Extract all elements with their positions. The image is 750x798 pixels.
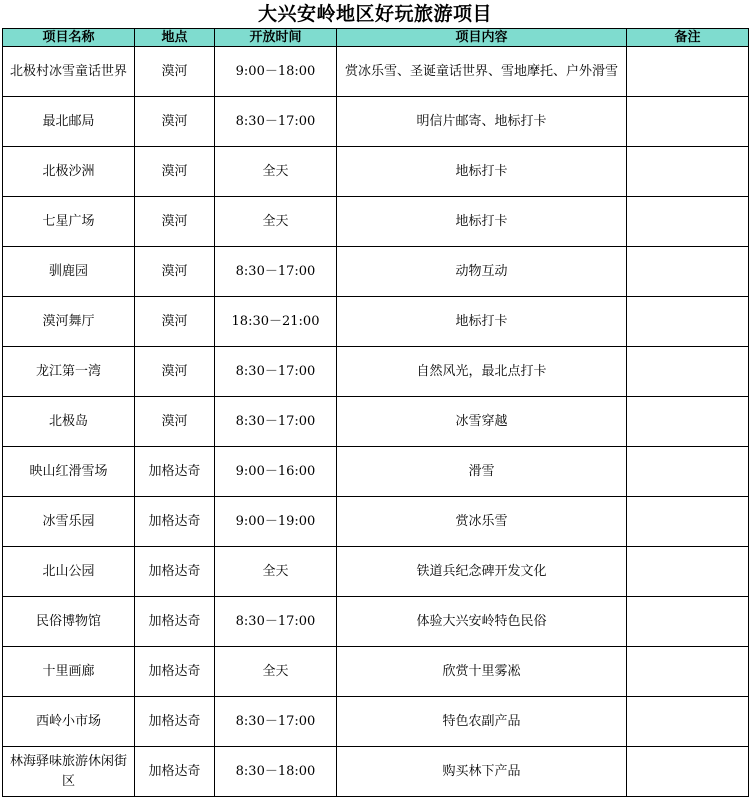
cell-hours[interactable]: 全天 — [215, 647, 337, 697]
attractions-table — [2, 28, 749, 797]
cell-content[interactable]: 赏冰乐雪、圣诞童话世界、雪地摩托、户外滑雪 — [337, 47, 627, 97]
cell-name[interactable]: 北极沙洲 — [3, 147, 135, 197]
table-row — [3, 147, 749, 197]
cell-remarks[interactable] — [627, 647, 749, 697]
cell-hours[interactable]: 8:30－17:00 — [215, 347, 337, 397]
cell-hours[interactable]: 8:30－18:00 — [215, 747, 337, 797]
header-hours[interactable]: 开放时间 — [215, 29, 337, 47]
cell-content[interactable]: 冰雪穿越 — [337, 397, 627, 447]
cell-hours[interactable]: 8:30－17:00 — [215, 697, 337, 747]
cell-name[interactable]: 漠河舞厅 — [3, 297, 135, 347]
cell-hours[interactable]: 全天 — [215, 147, 337, 197]
table-row — [3, 47, 749, 97]
cell-name[interactable]: 最北邮局 — [3, 97, 135, 147]
cell-location[interactable]: 漠河 — [135, 147, 215, 197]
cell-location[interactable]: 加格达奇 — [135, 697, 215, 747]
cell-content[interactable]: 地标打卡 — [337, 297, 627, 347]
table-header-row — [3, 29, 749, 47]
header-location[interactable]: 地点 — [135, 29, 215, 47]
cell-location[interactable]: 加格达奇 — [135, 647, 215, 697]
cell-location[interactable]: 漠河 — [135, 297, 215, 347]
cell-remarks[interactable] — [627, 147, 749, 197]
cell-remarks[interactable] — [627, 47, 749, 97]
table-row — [3, 197, 749, 247]
cell-name[interactable]: 冰雪乐园 — [3, 497, 135, 547]
cell-name[interactable]: 林海驿味旅游休闲街区 — [3, 747, 135, 797]
cell-content[interactable]: 铁道兵纪念碑开发文化 — [337, 547, 627, 597]
cell-content[interactable]: 体验大兴安岭特色民俗 — [337, 597, 627, 647]
cell-name[interactable]: 北极岛 — [3, 397, 135, 447]
cell-content[interactable]: 欣赏十里雾凇 — [337, 647, 627, 697]
cell-location[interactable]: 加格达奇 — [135, 447, 215, 497]
cell-location[interactable]: 加格达奇 — [135, 747, 215, 797]
table-row — [3, 97, 749, 147]
cell-name[interactable]: 驯鹿园 — [3, 247, 135, 297]
page-title: 大兴安岭地区好玩旅游项目 — [257, 3, 492, 25]
cell-name[interactable]: 西岭小市场 — [3, 697, 135, 747]
cell-content[interactable]: 购买林下产品 — [337, 747, 627, 797]
cell-hours[interactable]: 全天 — [215, 547, 337, 597]
table-row — [3, 497, 749, 547]
cell-location[interactable]: 漠河 — [135, 397, 215, 447]
cell-remarks[interactable] — [627, 347, 749, 397]
table-body — [3, 47, 749, 797]
table-row — [3, 747, 749, 797]
cell-hours[interactable]: 8:30－17:00 — [215, 397, 337, 447]
table-row — [3, 647, 749, 697]
cell-remarks[interactable] — [627, 397, 749, 447]
cell-location[interactable]: 漠河 — [135, 247, 215, 297]
table-row — [3, 697, 749, 747]
cell-location[interactable]: 漠河 — [135, 47, 215, 97]
cell-remarks[interactable] — [627, 197, 749, 247]
cell-remarks[interactable] — [627, 97, 749, 147]
cell-content[interactable]: 赏冰乐雪 — [337, 497, 627, 547]
cell-content[interactable]: 自然风光，最北点打卡 — [337, 347, 627, 397]
header-content[interactable]: 项目内容 — [337, 29, 627, 47]
table-row — [3, 447, 749, 497]
cell-hours[interactable]: 18:30－21:00 — [215, 297, 337, 347]
cell-content[interactable]: 地标打卡 — [337, 197, 627, 247]
cell-remarks[interactable] — [627, 597, 749, 647]
cell-remarks[interactable] — [627, 297, 749, 347]
cell-name[interactable]: 北极村冰雪童话世界 — [3, 47, 135, 97]
cell-remarks[interactable] — [627, 497, 749, 547]
table-row — [3, 247, 749, 297]
table-row — [3, 597, 749, 647]
cell-location[interactable]: 加格达奇 — [135, 497, 215, 547]
cell-location[interactable]: 漠河 — [135, 347, 215, 397]
cell-name[interactable]: 七星广场 — [3, 197, 135, 247]
cell-location[interactable]: 漠河 — [135, 97, 215, 147]
cell-remarks[interactable] — [627, 747, 749, 797]
cell-hours[interactable]: 9:00－16:00 — [215, 447, 337, 497]
cell-hours[interactable]: 9:00－18:00 — [215, 47, 337, 97]
cell-location[interactable]: 加格达奇 — [135, 547, 215, 597]
table-row — [3, 397, 749, 447]
cell-name[interactable]: 映山红滑雪场 — [3, 447, 135, 497]
cell-hours[interactable]: 全天 — [215, 197, 337, 247]
cell-location[interactable]: 漠河 — [135, 197, 215, 247]
cell-content[interactable]: 明信片邮寄、地标打卡 — [337, 97, 627, 147]
table-row — [3, 347, 749, 397]
table-row — [3, 547, 749, 597]
cell-hours[interactable]: 9:00－19:00 — [215, 497, 337, 547]
header-remarks[interactable]: 备注 — [627, 29, 749, 47]
cell-hours[interactable]: 8:30－17:00 — [215, 97, 337, 147]
cell-name[interactable]: 北山公园 — [3, 547, 135, 597]
cell-content[interactable]: 地标打卡 — [337, 147, 627, 197]
cell-remarks[interactable] — [627, 447, 749, 497]
cell-content[interactable]: 滑雪 — [337, 447, 627, 497]
table-row — [3, 297, 749, 347]
cell-name[interactable]: 十里画廊 — [3, 647, 135, 697]
cell-remarks[interactable] — [627, 547, 749, 597]
cell-content[interactable]: 动物互动 — [337, 247, 627, 297]
header-name[interactable]: 项目名称 — [3, 29, 135, 47]
cell-name[interactable]: 民俗博物馆 — [3, 597, 135, 647]
cell-location[interactable]: 加格达奇 — [135, 597, 215, 647]
cell-hours[interactable]: 8:30－17:00 — [215, 247, 337, 297]
cell-name[interactable]: 龙江第一湾 — [3, 347, 135, 397]
cell-remarks[interactable] — [627, 697, 749, 747]
cell-hours[interactable]: 8:30－17:00 — [215, 597, 337, 647]
cell-remarks[interactable] — [627, 247, 749, 297]
cell-content[interactable]: 特色农副产品 — [337, 697, 627, 747]
